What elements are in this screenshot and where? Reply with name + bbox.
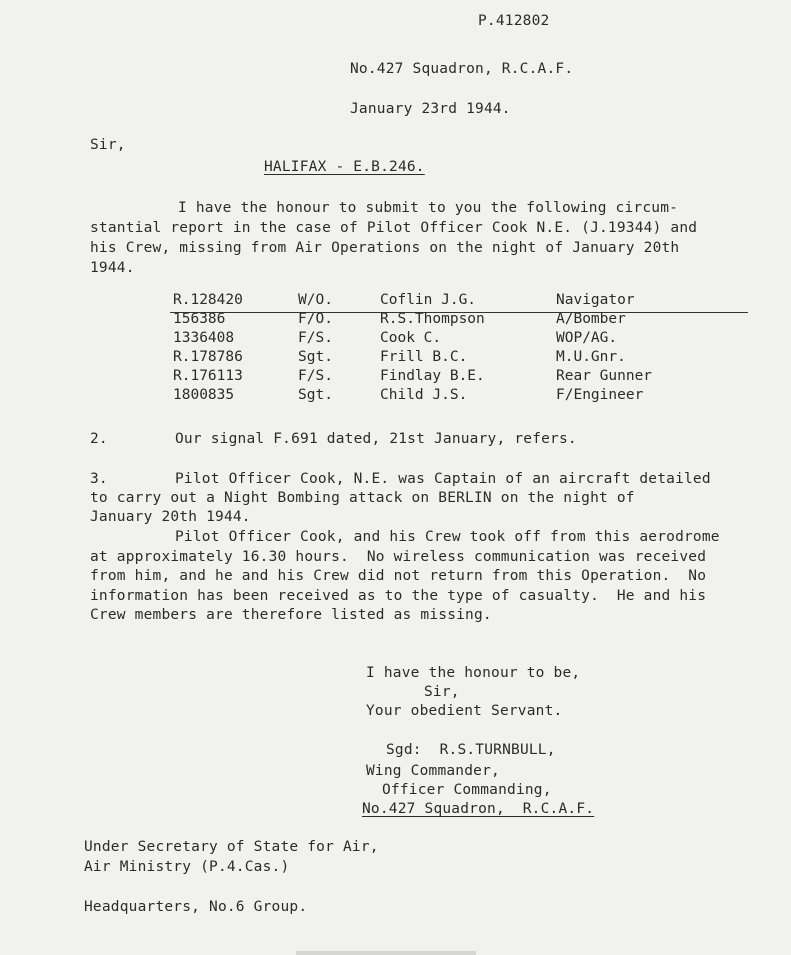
crew-role: M.U.Gnr. (556, 348, 626, 365)
signature-title1: Wing Commander, (366, 763, 500, 779)
salutation: Sir, (90, 137, 126, 153)
closing-line3: Your obedient Servant. (366, 703, 563, 719)
para1-line4: 1944. (90, 260, 135, 276)
service-number: R.128420 (173, 291, 243, 308)
para4-line2: at approximately 16.30 hours. No wireless communication was received (90, 549, 707, 565)
service-number: R.178786 (173, 348, 243, 365)
closing-line1: I have the honour to be, (366, 665, 581, 681)
para4-line5: Crew members are therefore listed as missing. (90, 607, 492, 623)
subject-line: HALIFAX - E.B.246. (264, 159, 425, 175)
squadron-header: No.427 Squadron, R.C.A.F. (350, 61, 574, 77)
para1-line2: stantial report in the case of Pilot Officer Cook N.E. (J.19344) and (90, 220, 698, 236)
crew-role: F/Engineer (556, 386, 644, 403)
crew-role: WOP/AG. (556, 329, 618, 346)
closing-line2: Sir, (424, 684, 460, 700)
rank: F/O. (298, 310, 333, 327)
letter-date: January 23rd 1944. (350, 101, 511, 117)
service-number: R.176113 (173, 367, 243, 384)
crew-row (173, 366, 726, 385)
signature-sgd: Sgd: R.S.TURNBULL, (386, 742, 556, 758)
crew-row (173, 309, 726, 328)
rank: F/S. (298, 329, 333, 346)
crew-name: Child J.S. (380, 386, 468, 403)
service-number: 156386 (173, 310, 226, 327)
para1-line1: I have the honour to submit to you the following circum- (178, 200, 679, 216)
crew-row (173, 328, 726, 347)
crew-role: A/Bomber (556, 310, 626, 327)
para3-line1: Pilot Officer Cook, N.E. was Captain of an aircraft detailed (175, 471, 711, 487)
rank: Sgt. (298, 348, 333, 365)
para3-number: 3. (90, 471, 108, 487)
crew-role: Navigator (556, 291, 635, 308)
para2-number: 2. (90, 431, 108, 447)
crew-name: Coflin J.G. (380, 291, 477, 308)
crew-row (173, 385, 726, 404)
rank: Sgt. (298, 386, 333, 403)
rank: F/S. (298, 367, 333, 384)
signature-unit: No.427 Squadron, R.C.A.F. (362, 801, 595, 817)
service-number: 1336408 (173, 329, 235, 346)
signature-title2: Officer Commanding, (382, 782, 552, 798)
crew-row (173, 290, 726, 309)
para2-text: Our signal F.691 dated, 21st January, refers. (175, 431, 577, 447)
scan-edge-mark (296, 951, 476, 955)
addressee-line2: Air Ministry (P.4.Cas.) (84, 859, 290, 875)
crew-name: Frill B.C. (380, 348, 468, 365)
para3-line3: January 20th 1944. (90, 509, 251, 525)
crew-name: Findlay B.E. (380, 367, 485, 384)
rank: W/O. (298, 291, 333, 308)
para4-line3: from him, and he and his Crew did not return from this Operation. No (90, 568, 707, 584)
addressee-line3: Headquarters, No.6 Group. (84, 899, 308, 915)
file-reference: P.412802 (478, 13, 550, 29)
crew-row (173, 347, 726, 366)
para4-line1: Pilot Officer Cook, and his Crew took off from this aerodrome (175, 529, 720, 545)
crew-name: R.S.Thompson (380, 310, 485, 327)
crew-name: Cook C. (380, 329, 442, 346)
crew-role: Rear Gunner (556, 367, 653, 384)
para1-line3: his Crew, missing from Air Operations on the night of January 20th (90, 240, 680, 256)
service-number: 1800835 (173, 386, 235, 403)
crew-table (173, 290, 726, 404)
para4-line4: information has been received as to the type of casualty. He and his (90, 588, 707, 604)
para3-line2: to carry out a Night Bombing attack on BERLIN on the night of (90, 490, 635, 506)
addressee-line1: Under Secretary of State for Air, (84, 839, 379, 855)
